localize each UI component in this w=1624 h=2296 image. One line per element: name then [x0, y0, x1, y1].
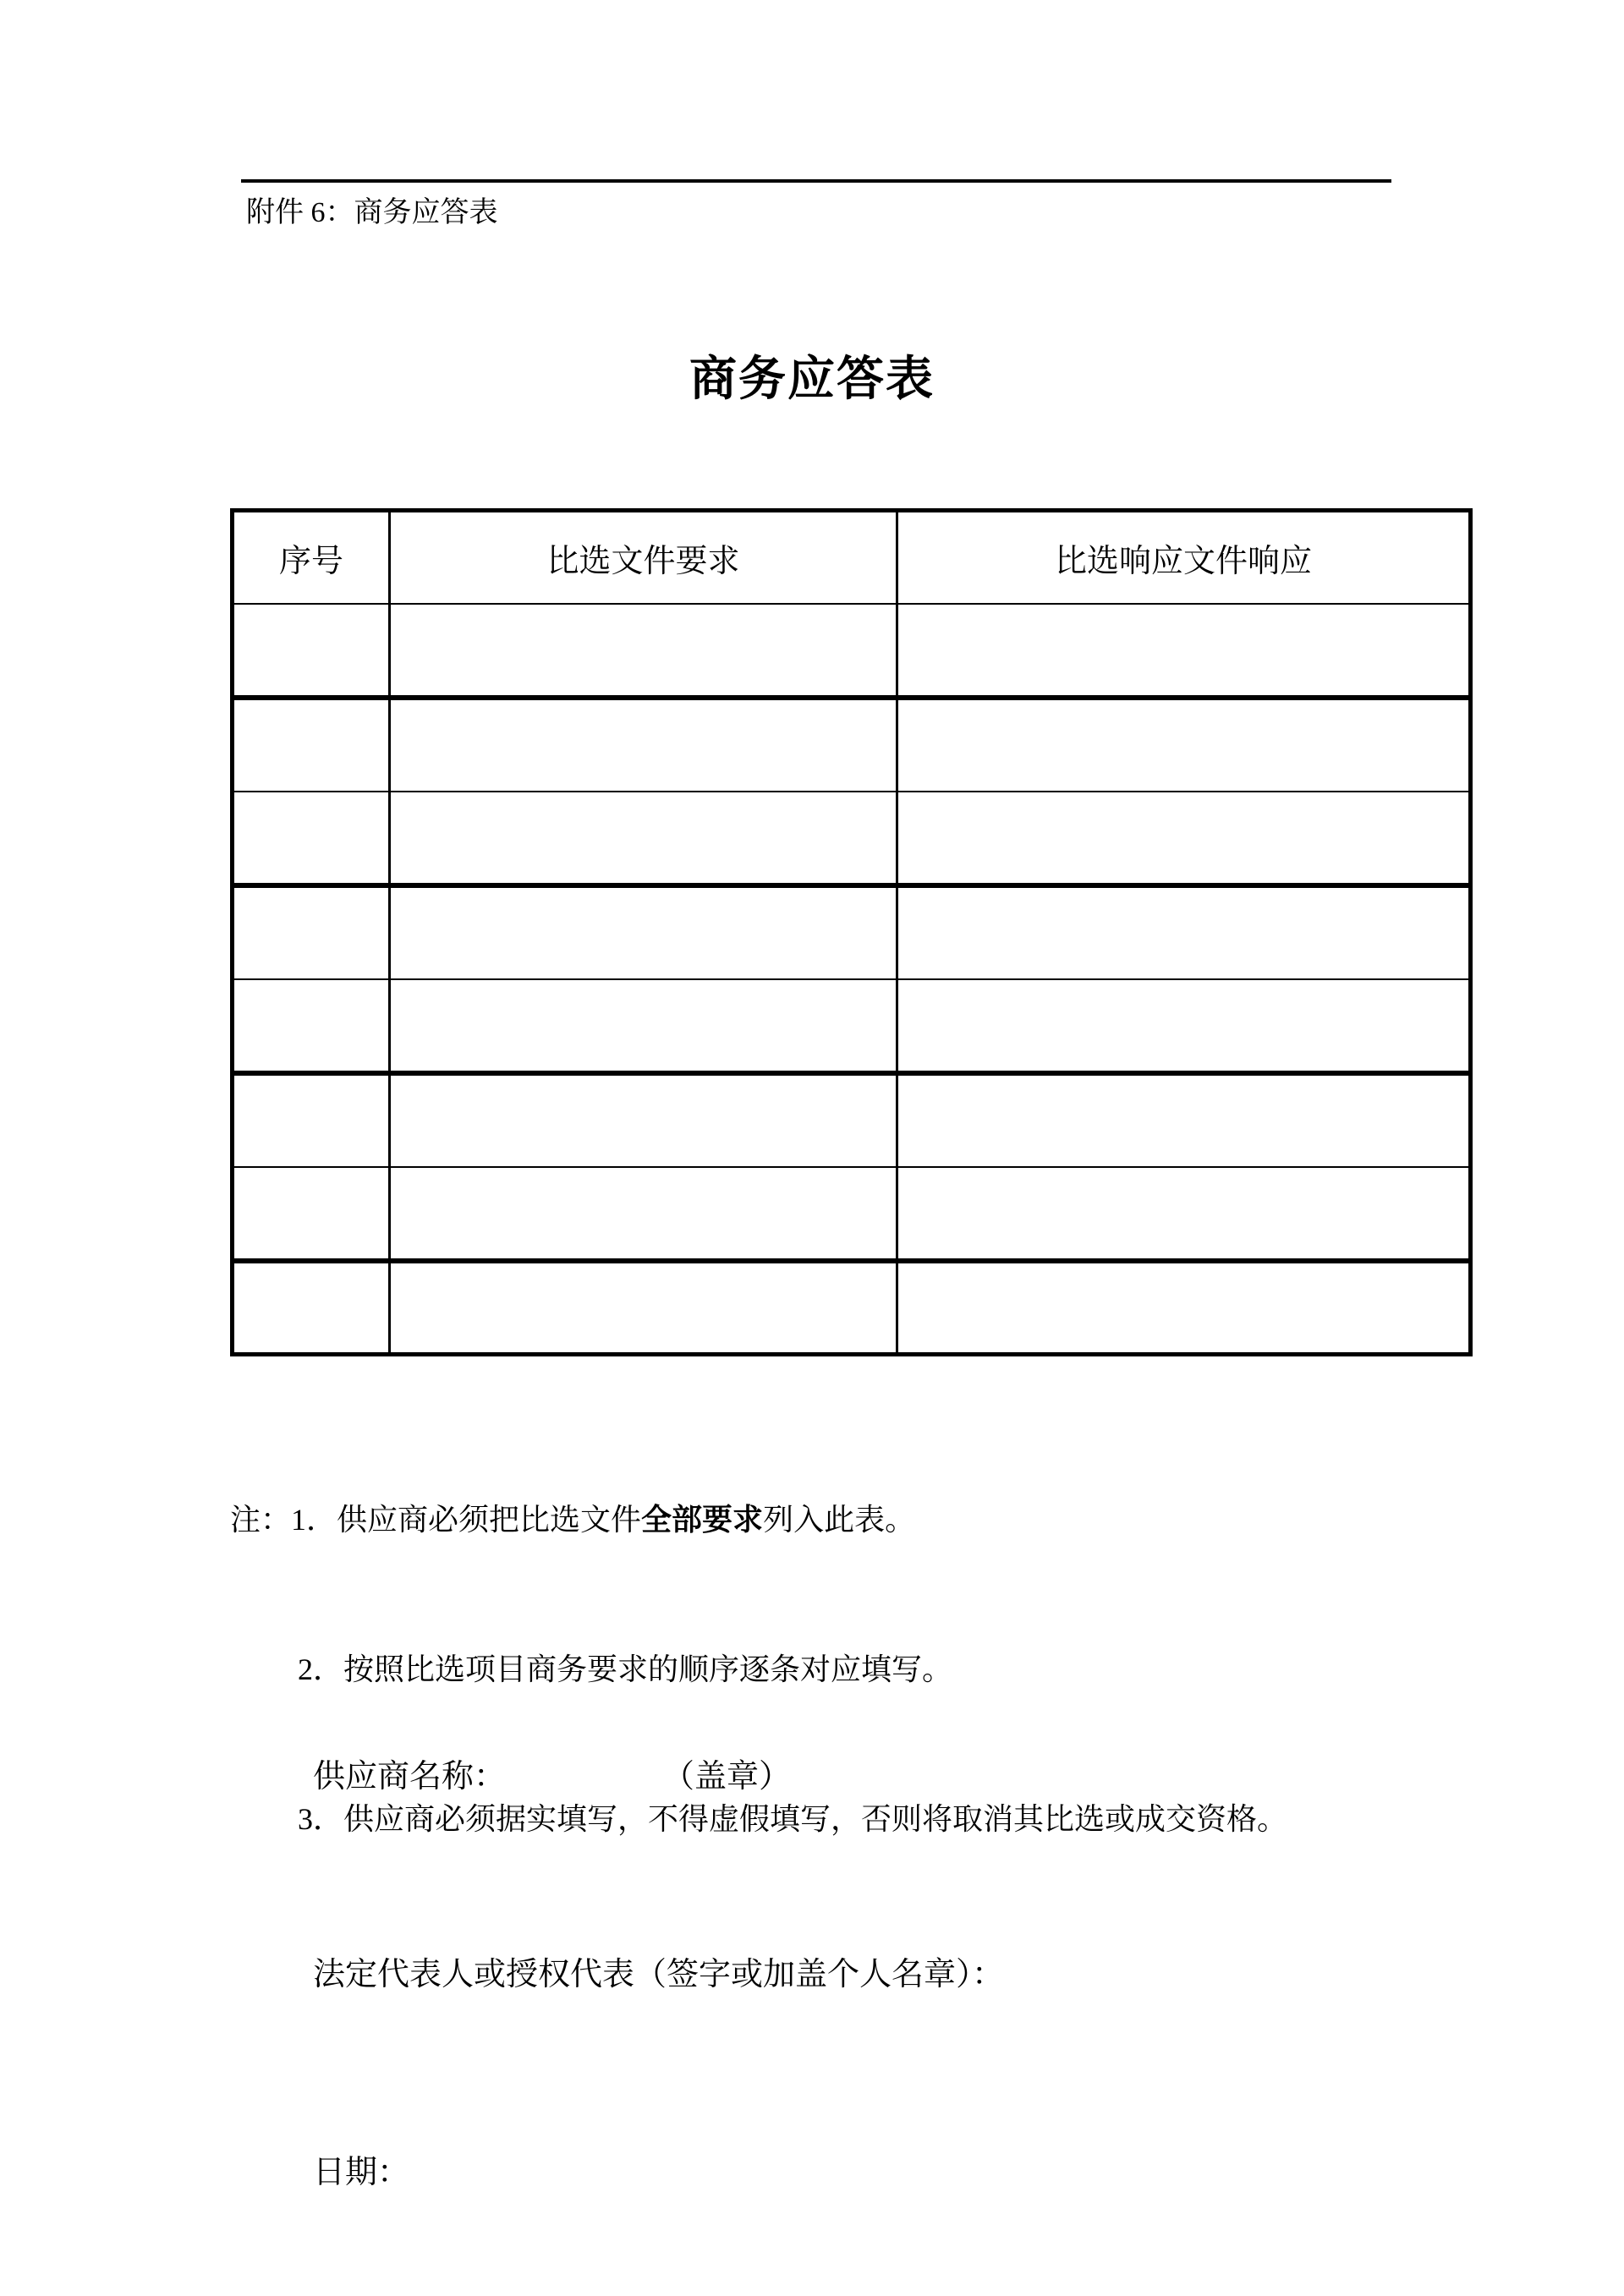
table-row — [233, 1073, 1471, 1167]
page-title: 商务应答表 — [689, 352, 935, 405]
table-cell — [897, 792, 1471, 885]
table-cell — [897, 979, 1471, 1073]
page-header-rule — [241, 179, 1391, 183]
note-2-text: 按照比选项目商务要求的顺序逐条对应填写。 — [343, 1652, 953, 1686]
representative-label: 法定代表人或授权代表（签字或加盖个人名章）： — [313, 1957, 1005, 1992]
table-cell — [390, 792, 897, 885]
notes-label: 注： — [230, 1503, 292, 1537]
note-3-number: 3． — [298, 1802, 344, 1836]
table-cell — [233, 792, 390, 885]
table-header-row — [233, 511, 1471, 604]
table-cell — [897, 885, 1471, 979]
table-cell — [390, 698, 897, 792]
table-row — [233, 792, 1471, 885]
seal-label: （盖章） — [662, 1759, 792, 1795]
date-line — [313, 2140, 1004, 2206]
table-cell — [233, 698, 390, 792]
table-cell — [233, 1073, 390, 1167]
table-cell — [233, 604, 390, 698]
table-cell — [390, 1261, 897, 1355]
table-cell — [390, 1073, 897, 1167]
header-cell-serial-number: 序号 — [233, 511, 390, 604]
table-row — [233, 979, 1471, 1073]
note-2-number: 2． — [298, 1652, 344, 1686]
header-cell-response: 比选响应文件响应 — [897, 511, 1471, 604]
note-1-text-pre: 供应商必须把比选文件 — [337, 1503, 642, 1537]
table-cell — [897, 1073, 1471, 1167]
table-cell — [390, 1167, 897, 1261]
business-response-table — [230, 508, 1473, 1356]
table-row — [233, 604, 1471, 698]
table-cell — [233, 1261, 390, 1355]
note-1-text-bold: 全部要求 — [641, 1503, 764, 1537]
table-cell — [233, 1167, 390, 1261]
table-cell — [233, 979, 390, 1073]
table-cell — [897, 604, 1471, 698]
note-1-number: 1． — [291, 1503, 337, 1537]
supplier-name-line — [313, 1744, 1004, 1810]
table-row — [233, 698, 1471, 792]
note-3-text: 供应商必须据实填写，不得虚假填写，否则将取消其比选或成交资格。 — [343, 1802, 1288, 1836]
signature-block — [313, 1612, 1004, 2271]
note-1-text-post: 列入此表。 — [763, 1503, 916, 1537]
header-cell-document-requirements: 比选文件要求 — [390, 511, 897, 604]
representative-line — [313, 1942, 1004, 2008]
table-cell — [390, 885, 897, 979]
table-cell — [897, 1261, 1471, 1355]
table-row — [233, 1167, 1471, 1261]
table-row — [233, 1261, 1471, 1355]
supplier-name-label: 供应商名称： — [313, 1759, 507, 1795]
date-label: 日期： — [313, 2155, 410, 2190]
attachment-label: 附件 6：商务应答表 — [246, 197, 498, 228]
table-cell — [897, 698, 1471, 792]
table-cell — [390, 979, 897, 1073]
table-cell — [390, 604, 897, 698]
table-row — [233, 885, 1471, 979]
note-line-1 — [230, 1495, 1287, 1545]
table-cell — [897, 1167, 1471, 1261]
table-cell — [233, 885, 390, 979]
